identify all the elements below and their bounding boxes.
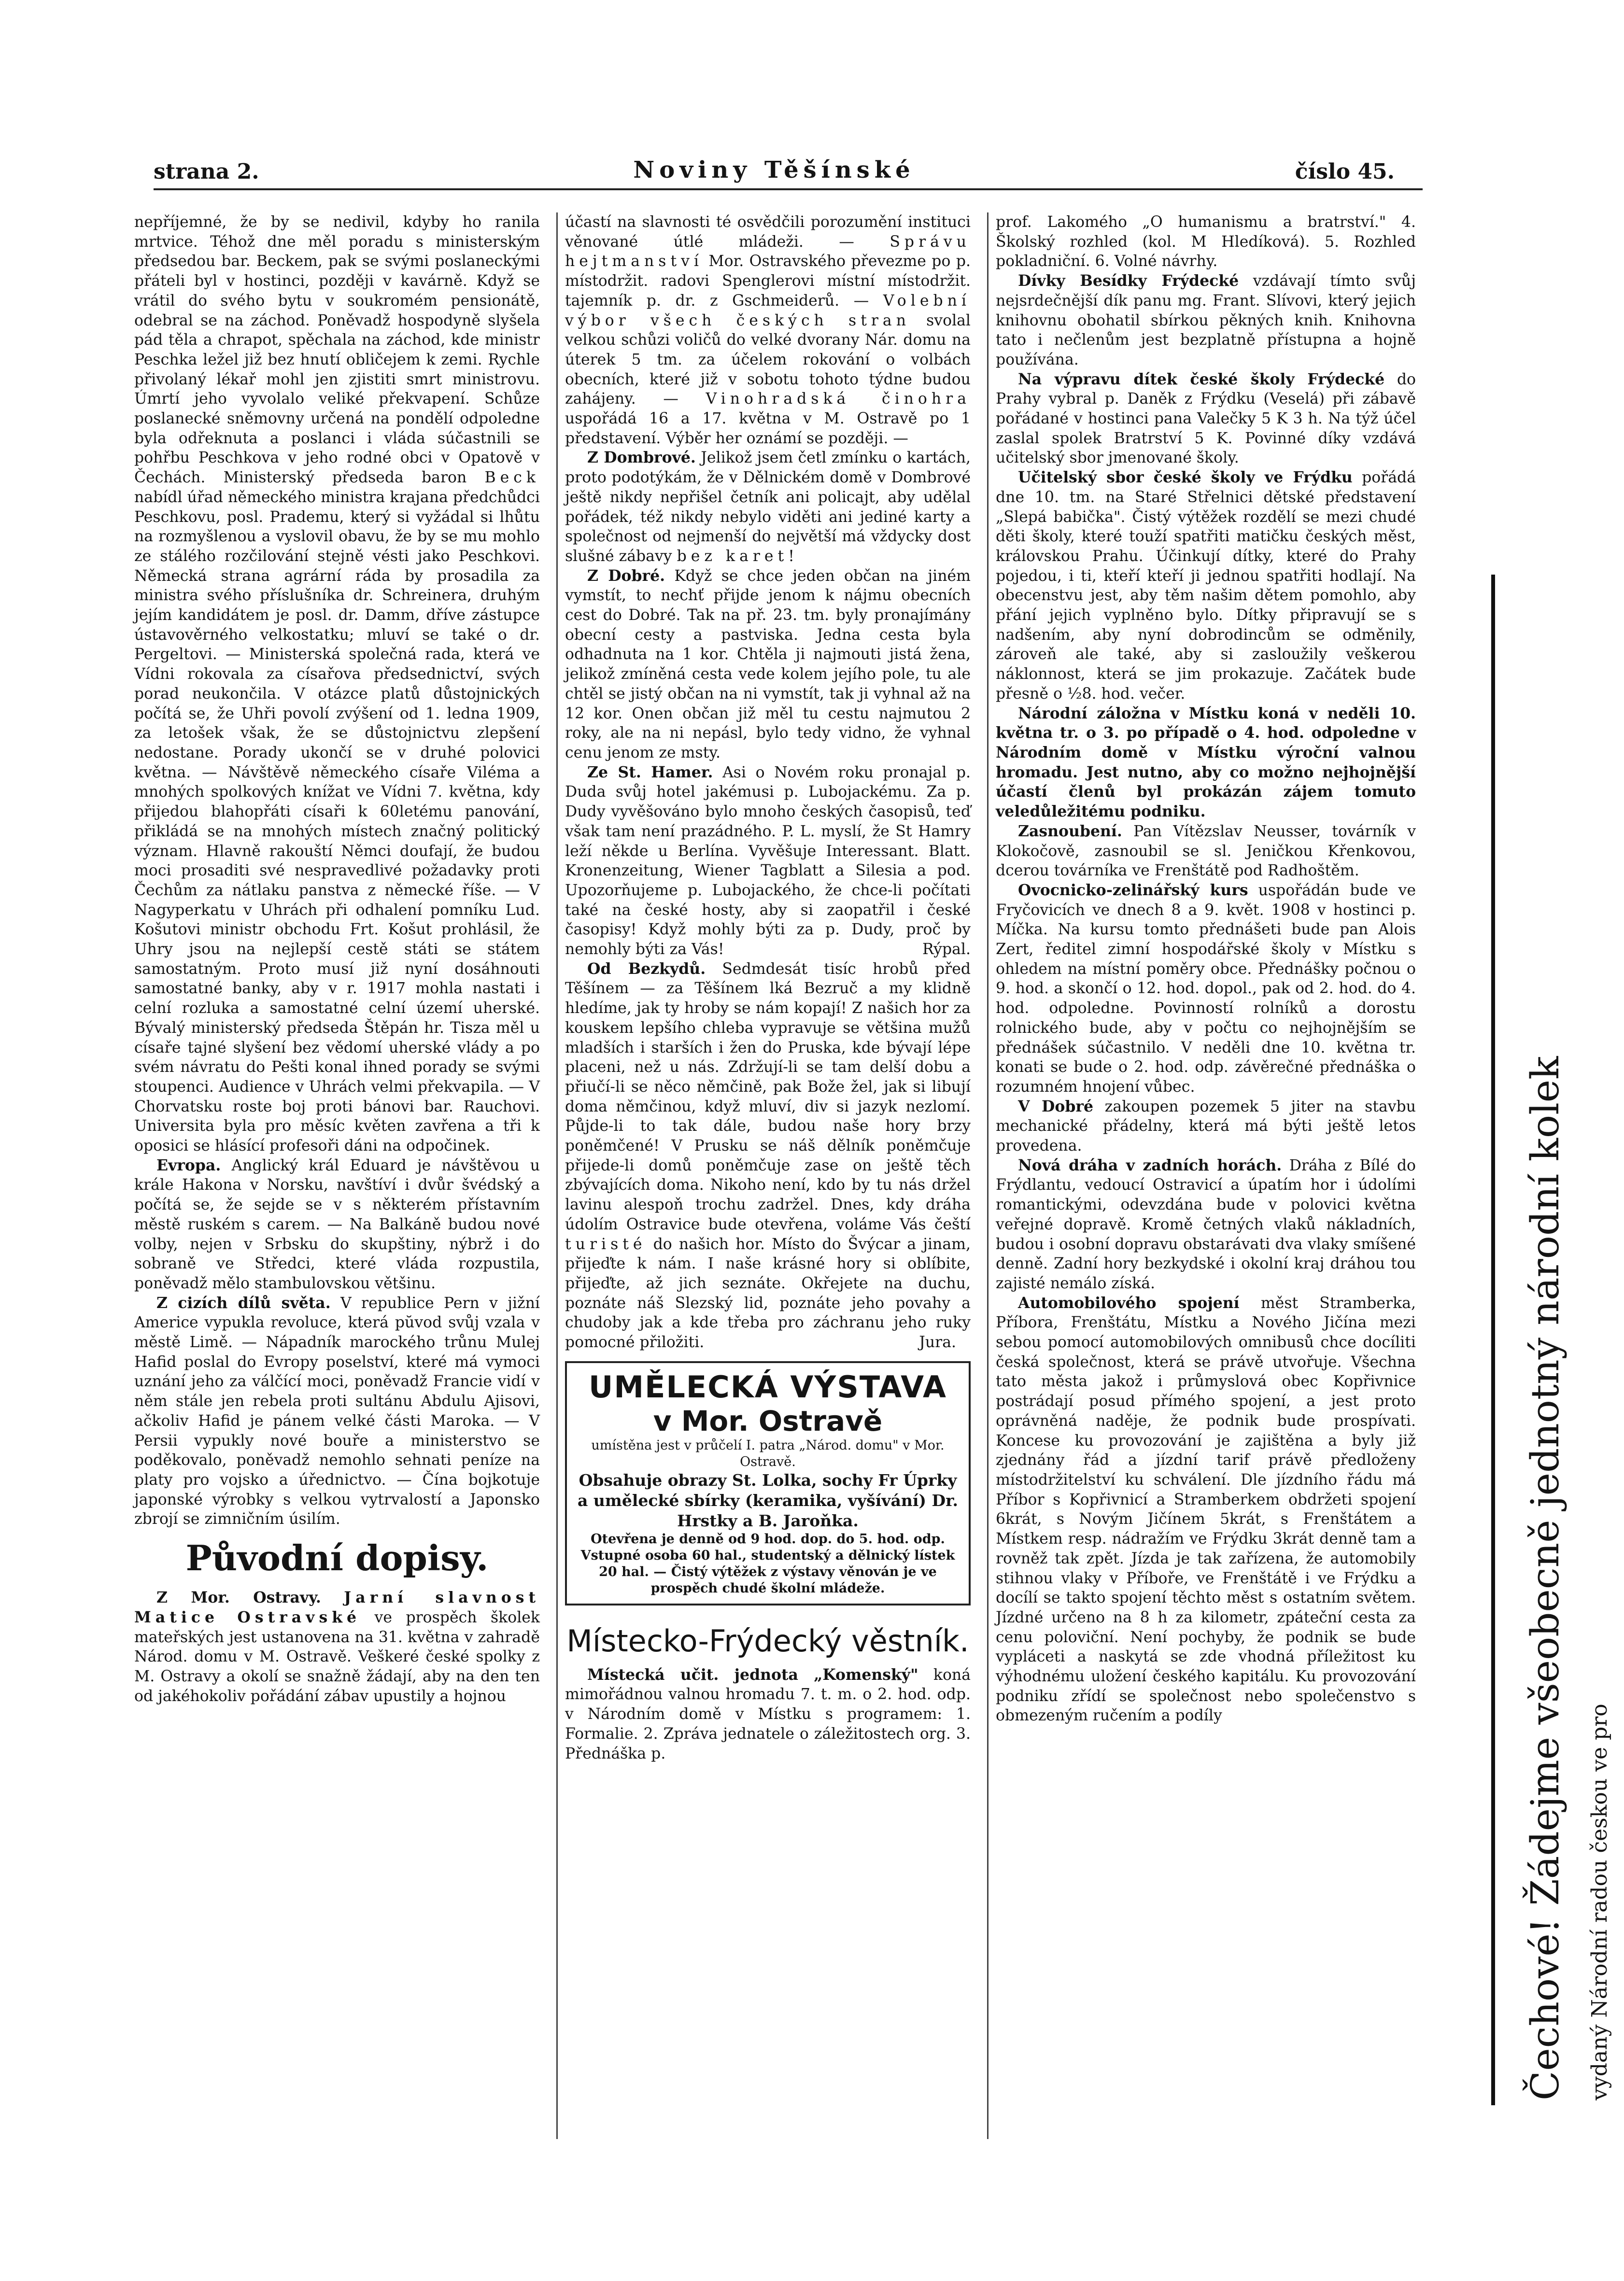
article-paragraph: Z cizích dílů světa. V republice Pern v jižní Americe vypukla revoluce, která pŭvod svůj vzala v městě Limě. — Nápadník marockého trůnu Mulej Hafid poslal do Evropy poselství, které má vymoci uznání jeho za válčící moci, poněvadž Francie vidí v něm stále jen rebela proti sultánu Abdulu Ajisovi, ačkoliv Hafid je pánem velké části Maroka. — V Persii vypukly nové bouře a ministerstvo se poděkovalo, poněvadž nemohlo sehnati peníze na platy pro vojsko a úřednictvo. — Čína bojkotuje japonské výrobky s velkou vytrvalostí a Japonsko zbrojí se zimničním úsilím. (134, 1294, 540, 1528)
article-paragraph: Z Dobré. Když se chce jeden občan na jiném vymstít, to nechť přijde jenom k nájmu obecních cest do Dobré. Tak na př. 23. tm. byly pronajímány obecní cesty a pastviska. Jedna cesta byla odhadnuta na 1 kor. Chtěla ji najmouti jistá žena, jelikož zmíněná cesta vede kolem jejího pole, tu ale chtěl se jistý občan na ni vymstít, tak ji vyhnal až na 12 kor. Onen občan již měl tu cestu najmutou 2 roky, ale na ni nepásl, bylo tedy vidno, že vyhnal cenu jenom ze msty. (565, 566, 971, 761)
article-paragraph: Dívky Besídky Frýdecké vzdávají tímto svůj nejsrdečnější dík panu mg. Frant. Slívovi, který jejich knihovnu obohatil sbírkou pěkných knih. Knihovna tato i nečlenům jest bezplatně přístupna a hojně používána. (996, 272, 1416, 368)
exhibition-advertisement (565, 1361, 971, 1605)
column-divider (987, 212, 989, 2139)
page-header (154, 154, 1395, 187)
article-paragraph: Na výpravu dítek české školy Frýdecké do Prahy vybral p. Daněk z Frýdku (Veselá) při zábavě pořádané v hostinci pana Valečky 5 K 3 h. Na týž účel zaslal spolek Bratrství 5 K. Povinné díky vzdává učitelský sbor jmenované školy. (996, 370, 1416, 467)
article-paragraph: nepříjemné, že by se nedivil, kdyby ho ranila mrtvice. Téhož dne měl poradu s ministerským předsedou bar. Beckem, pak se svými poslaneckými přáteli byl v hostinci, později v kavárně. Když se vrátil do svého bytu v soukromém pensionátě, odebral se na záchod. Poněvadž hospodyně slyšela pád těla a chrapot, spěchala na záchod, kde ministr Peschka ležel již bez hnutí obličejem k zemi. Rychle přivolaný lékař mohl jen zjistiti smrt ministrovu. Úmrtí jeho vyvolalo veliké překvapení. Schůze poslanecké sněmovny určená na pondělí odpoledne byla odřeknuta a poslanci i vláda súčastnili se pohřbu Peschkova v jeho rodné obci v Opatově v Čechách. Ministerský předseda baron Beck nabídl úřad německého ministra krajana předchůdci Peschkovu, posl. Prademu, který si vyžádal si lhůtu na rozmyšlenou a vyslovil obavu, že by se mu mohlo ze stálého rozčilování stejně vésti jako Peschkovi. Německá strana agrární ráda by prosadila za ministra svého příslušníka dr. Schreinera, druhým jejím kandidátem je posl. dr. Damm, dříve zástupce ústavověrného velkostatku; mluví se také o dr. Pergeltovi. — Ministerská společná rada, která ve Vídni rokovala za císařova předsednictví, svých porad neukončila. V otázce platů důstojnických počítá se, že Uhři povolí zvýšení od 1. ledna 1909, za letošek však, že se důstojnictvu zlepšení nedostane. Porady ukončí se v druhé polovici května. — Návštěvě německého císaře Viléma a mnohých spolkových knížat ve Vídni 7. května, kdy přijedou blahopřáti císaři k 60letému panování, přikládá se na mnohých místech značný politický význam. Hlavně rakouští Němci doufají, že budou moci prosaditi své nespravedlivé požadavky proti Čechům za nátlaku panstva z německé říše. — V Nagyperkatu v Uhrách při odhalení pomníku Lud. Košutovi ministr obchodu Frt. Košut prohlásil, že Uhry jsou na nejlepší cestě státi se státem samostatným. Proto musí již nyní dosáhnouti samostatné banky, aby v r. 1917 mohla nastati i celní rozluka a samostatné celní území uherské. Bývalý ministerský předseda Štěpán hr. Tisza měl u císaře tajné slyšení bez vědomí uherské vlády a po svém návratu do Pešti konal ihned porady se svými stoupenci. Audience v Uhrách velmi překvapila. — V Chorvatsku roste boj proti bánovi bar. Rauchovi. Universita byla pro měsíc květen zavřena a tři k oposici se hlásící profesoři dáni na odpočinek. (134, 213, 540, 1155)
ad-hours: Otevřena je denně od 9 hod. dop. do 5. hod. odp. Vstupné osoba 60 hal., studentský a dělnický lístek 20 hal. — Čistý výtěžek z výstavy věnován je ve prospěch chudé školní mládeže. (580, 1531, 955, 1596)
article-paragraph: prof. Lakomého „O humanismu a bratrství." 4. Školský rozhled (kol. M Hledíková). 5. Rozhled pokladniční. 6. Volné návrhy. (996, 213, 1416, 270)
ad-location: umístěna jest v průčelí I. patra „Národ. domu" v Mor. Ostravě. (591, 1437, 945, 1469)
article-paragraph: Od Bezkydů. Sedmdesát tisíc hrobů před Těšínem — za Těšínem lká Bezruč a my klidně hledíme, jak ty hroby se nám kopají! Z našich hor za kouskem lepšího chleba vypravuje se většina mužů mladších i starších i žen do Pruska, kde bývají lépe placeni, než u nás. Zdržují-li se tam delší dobu a přiučí-li se něco němčině, pak Bože žel, jak si libují doma němčinou, když mluví, div si jazyk nezlomí. Půjde-li to tak dále, budou naše hory brzy poněmčené! V Prusku se náš dělník poněmčuje přijede-li domů poněmčuje zase on ještě těch zbývajících doma. Nikoho není, kdo by tu nás držel lavinu alespoň trochu zadržel. Dnes, kdy dráha údolím Ostravice bude otevřena, voláme Vás čeští turisté do našich hor. Místo do Švýcar a jinam, přijeďte k nám. I naše krásné hory si oblíbite, přijeďte, až jich seznáte. Okřejete na duchu, poznáte náš Slezský lid, poznáte jeho povahy a chudoby jak a kde třeba pro záchranu jeho ruky pomocné přiložiti. Jura. (565, 959, 971, 1352)
article-paragraph: Místecká učit. jednota „Komenský" koná mimořádnou valnou hromadu 7. t. m. o 2. hod. odp. v Národním domě v Místku s programem: 1. Formalie. 2. Zpráva jednatele o záležitostech org. 3. Přednáška p. (565, 1665, 971, 1762)
section-heading: Původní dopisy. (185, 1537, 489, 1579)
column-3 (996, 212, 1416, 1726)
article-paragraph: Ze St. Hamer. Asi o Novém roku pronajal p. Duda svůj hotel jakémusi p. Lubojackému. Za p. Dudy vyvěšováno bylo mnoho českých časopisů, teď však tam není prazádného. P. L. myslí, že St Hamry leží někde u Berlína. Vyvěšuje Interessant. Blatt. Kronenzeitung, Wiener Tagblatt a Silesia a pod. Upozorňujeme p. Lubojackého, že chce-li počítati také na české hosty, aby si zaopatřil i české časopisy! Když mohly býti za p. Dudy, proč by nemohly býti za Vás! Rýpal. (565, 763, 971, 959)
header-rule (154, 188, 1423, 190)
article-paragraph: Z Mor. Ostravy. Jarní slavnost Matice Ostravské ve prospěch školek mateřských jest ustanovena na 31. května v zahradě Národ. domu v M. Ostravě. Veškeré české spolky z M. Ostravy a okolí se snažně žádají, aby na den ten od jakéhokoliv pořádání zábav upustily a hojnou (134, 1589, 540, 1705)
issue-number: číslo 45. (1295, 159, 1395, 184)
column-1 (134, 212, 540, 1706)
article-paragraph: účastí na slavnosti té osvědčili porozumění instituci věnované útlé mládeži. — Správu hejtmanství Mor. Ostravského převezme po p. místodržit. radovi Spenglerovi místní místodržit. tajemník p. dr. z Gschmeiderů. — Volební výbor všech českých stran svolal velkou schůzi voličů do velké dvorany Nár. domu na úterek 5 tm. za účelem rokování o volbách obecních, které již v sobotu tohoto týdne budou zahájeny. — Vinohradská činohra uspořádá 16 a 17. května v M. Ostravě po 1 představení. Výběr her oznámí se později. — (565, 213, 971, 447)
article-paragraph: Z Dombrové. Jelikož jsem četl zmínku o kartách, proto podotýkám, že v Dělnickém domě v Dombrové ještě nikdy nepřišel četník ani policajt, aby udělal pořádek, též nikdy nebylo viděti ani jediné karty a společnost od nejmenší do největší má vždycky dost slušné zábavy bez karet! (565, 449, 971, 565)
column-2 (565, 212, 971, 1763)
article-paragraph: Evropa. Anglický král Eduard je návštěvou u krále Hakona v Norsku, navštíví i dvůr švédský a počítá se, že sejde se v s některém přístavním městě ruském s carem. — Na Balkáně budou nové volby, nejen v Srbsku do skupštiny, nýbrž i do sobraně ve Středci, které vláda rozpustila, poněvadž mělo stambulovskou většinu. (134, 1156, 540, 1292)
ad-subtitle: v Mor. Ostravě (653, 1404, 883, 1437)
newspaper-title: Noviny Těšínské (633, 156, 915, 183)
signature: Jura. (919, 1334, 956, 1352)
section-heading: Místecko-Frýdecký věstník. (566, 1623, 969, 1659)
article-paragraph: Učitelský sbor české školy ve Frýdku pořádá dne 10. tm. na Staré Střelnici dětské představení „Slepá babička". Čistý výtěžek rozdělí se mezi chudé děti školy, které touží spatřiti matičku českých měst, královskou Prahu. Účinkují dítky, které do Prahy pojedou, i ti, kteří kteří ji jednou spatřiti hodlají. Na obecenstvu jest, aby těm našim dětem pomohlo, aby přání jejich vyplněno bylo. Dítky připravují se s nadšením, aby nyní dobrodincům se odměnily, zároveň ale také, aby si zasloužily veškerou náklonnost, která se jim prokazuje. Začátek bude přesně o ½8. hod. večer. (996, 468, 1416, 703)
article-paragraph: Zasnoubení. Pan Vítězslav Neusser, továrník v Klokočově, zasnoubil se sl. Jeničkou Křenkovou, dcerou továrníka ve Frenštátě pod Radhoštěm. (996, 822, 1416, 880)
signature: Rýpal. (922, 941, 971, 958)
article-paragraph: Ovocnicko-zelinářský kurs uspořádán bude ve Fryčovicích ve dnech 8 a 9. květ. 1908 v hostinci p. Míčka. Na kursu tomto přednášeti bude pan Alois Zert, ředitel zimní hospodářské školy v Místku s ohledem na místní poměry obce. Přednášky počnou o 9. hod. a skončí o 12. hod. dopol., pak od 2. hod. do 4. hod. odpoledne. Povinností rolníků a dorostu rolnického bude, aby v počtu co nejhojnějším se přednášek súčastnilo. V neděli dne 10. května tr. konati se bude o 2. hod. odp. závěrečné přednáška o rozumném hnojení vůbec. (996, 881, 1416, 1096)
article-paragraph: V Dobré zakoupen pozemek 5 jiter na stavbu mechanické přádelny, která má býti ještě letos provedena. (996, 1097, 1416, 1155)
ad-contents: Obsahuje obrazy St. Lolka, sochy Fr Úprky a umělecké sbírky (keramika, vyšívání) Dr. Hrstky a B. Jaroňka. (578, 1470, 958, 1530)
ad-title: UMĚLECKÁ VÝSTAVA (589, 1369, 947, 1405)
sidebar-slogan: Čechové! Žádejme všeobecně jednotný národní kolek (1523, 1056, 1568, 2100)
article-paragraph: Nová dráha v zadních horách. Dráha z Bílé do Frýdlantu, vedoucí Ostravicí a úpatím hor i údolími romantickými, odevzdána bude v polovici května veřejné dopravě. Kromě četných vlaků nákladních, budou i osobní dopravu obstarávati dva vlaky smíšené denně. Zadní hory bezkydské i okolní kraj dráhou tou zajisté nemálo získá. (996, 1156, 1416, 1292)
column-divider (556, 212, 558, 2139)
sidebar-note: vydaný Národní radou českou ve pro (1587, 1704, 1612, 2100)
article-paragraph: Národní záložna v Místku koná v neděli 10. května tr. o 3. po případě o 4. hod. odpoledne v Národním domě v Místku výroční valnou hromadu. Jest nutno, aby co možno nejhojnější účastí členů byl prokázán zájem tomuto veledůležitému podniku. (996, 704, 1416, 821)
sidebar-rule (1491, 575, 1510, 2105)
article-paragraph: Automobilového spojení měst Stramberka, Příbora, Frenštátu, Místku a Nového Jičína mezi sebou pomocí automobilových omnibusů chce docíliti česká společnost, která se právě utvořuje. Všechna tato města jakož i průmyslová obec Kopřivnice postrádají posud přímého spojení, a jest proto oprávněná naděje, že podnik bude prospívati. Koncese ku provozování je zajištěna a byly již zjednány řád a jízdní tarif právě předloženy místodržitelství ku schválení. Dle jízdního řádu má Příbor s Kopřivnicí a Stramberkem obdržeti spojení 6krát, s Novým Jičínem 5krát, s Frenštátem a Místkem resp. nádražím ve Frýdku 3krát denně tam a rovněž tak zpět. Jízda je tak zařízena, že automobily stihnou vlaky v Příboře, ve Frenštátě i ve Frýdku a docílí se takto spojení těchto měst s ostatním světem. Jízdné určeno na 8 h za kilometr, zpáteční cesta za cenu poloviční. Není pochyby, že podnik se bude vypláceti a naskytá se zde vhodná příležitost ku výhodnému uložení českého kapitálu. Ku provozování podniku zřídí se společnost nebo společenstvo s obmezeným ručením a podíly (996, 1294, 1416, 1725)
page-number: strana 2. (154, 159, 259, 184)
